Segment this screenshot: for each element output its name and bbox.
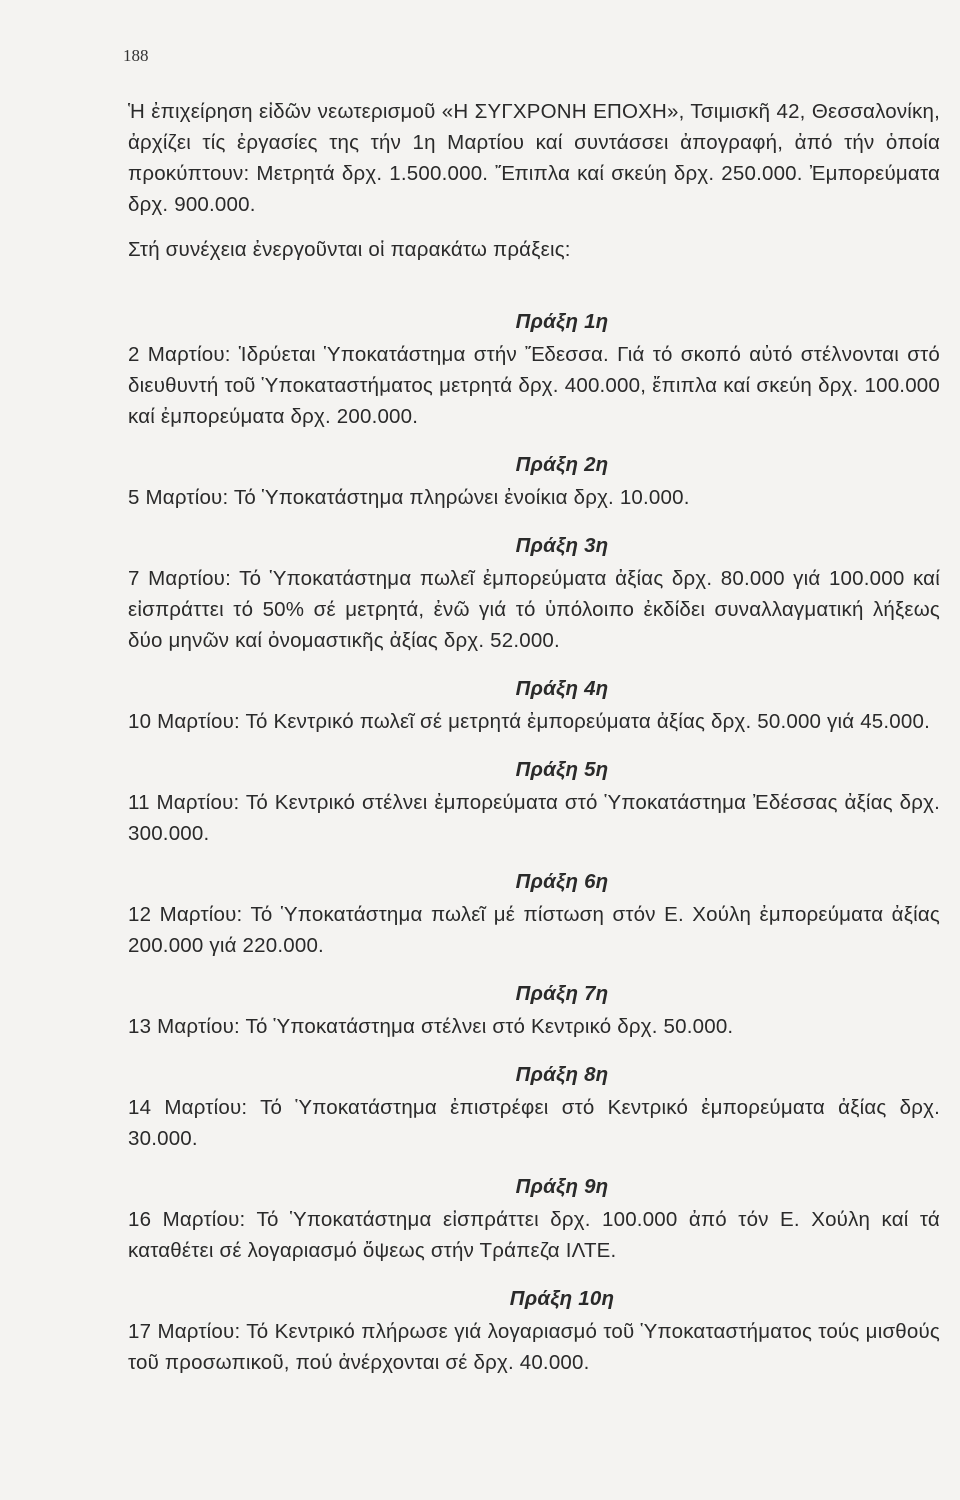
transaction-heading: Πράξη 8η (515, 1063, 609, 1086)
intro (128, 96, 940, 265)
transaction-heading: Πράξη 6η (515, 870, 609, 893)
transaction-text: 14 Μαρτίου: Τό Ὑποκατάστημα ἐπιστρέφει στό Κεντρικό ἐμπορεύματα ἀξίας δρχ. 30.000. (128, 1096, 940, 1150)
transaction-text: 7 Μαρτίου: Τό Ὑποκατάστημα πωλεῖ ἐμπορεύματα ἀξίας δρχ. 80.000 γιά 100.000 καί εἰσπράττει τό 50% σέ μετρητά, ἐνῶ γιά τό ὑπόλοιπο ἐκδίδει συναλλαγματική λήξεως δύο μηνῶν καί ὀνομαστικῆς ἀξίας δρχ. 52.000. (128, 567, 940, 652)
transaction-text: 12 Μαρτίου: Τό Ὑποκατάστημα πωλεῖ μέ πίστωση στόν Ε. Χούλη ἐμπορεύματα ἀξίας 200.000 γιά 220.000. (128, 903, 940, 957)
transaction-text: 5 Μαρτίου: Τό Ὑποκατάστημα πληρώνει ἐνοίκια δρχ. 10.000. (128, 486, 690, 509)
transaction-1 (128, 307, 940, 432)
transaction-heading: Πράξη 4η (515, 677, 609, 700)
page-number: 188 (123, 46, 149, 65)
transaction-9 (128, 1172, 940, 1266)
transaction-heading: Πράξη 10η (509, 1287, 615, 1310)
transaction-text: 2 Μαρτίου: Ἱδρύεται Ὑποκατάστημα στήν Ἔδεσσα. Γιά τό σκοπό αὐτό στέλνονται στό διευθυντή τοῦ Ὑποκαταστήματος μετρητά δρχ. 400.000, ἔπιπλα καί σκεύη δρχ. 100.000 καί ἐμπορεύματα δρχ. 200.000. (128, 343, 940, 428)
transaction-text: 10 Μαρτίου: Τό Κεντρικό πωλεῖ σέ μετρητά ἐμπορεύματα ἀξίας δρχ. 50.000 γιά 45.000. (128, 710, 930, 733)
transaction-text: 16 Μαρτίου: Τό Ὑποκατάστημα εἰσπράττει δρχ. 100.000 ἀπό τόν Ε. Χούλη καί τά καταθέτει σέ λογαριασμό ὄψεως στήν Τράπεζα ΙΛΤΕ. (128, 1208, 940, 1262)
transaction-heading: Πράξη 2η (515, 453, 609, 476)
transaction-heading: Πράξη 9η (515, 1175, 609, 1198)
transaction-10 (128, 1284, 940, 1378)
transaction-4 (128, 674, 940, 737)
transaction-3 (128, 531, 940, 656)
transaction-text: 13 Μαρτίου: Τό Ὑποκατάστημα στέλνει στό Κεντρικό δρχ. 50.000. (128, 1015, 734, 1038)
transaction-6 (128, 867, 940, 961)
transaction-text: 11 Μαρτίου: Τό Κεντρικό στέλνει ἐμπορεύματα στό Ὑποκατάστημα Ἐδέσσας ἀξίας δρχ. 300.000. (128, 791, 940, 845)
transactions-list (128, 307, 940, 1378)
transaction-heading: Πράξη 5η (515, 758, 609, 781)
page-content (128, 96, 940, 1378)
transaction-text: 17 Μαρτίου: Τό Κεντρικό πλήρωσε γιά λογαριασμό τοῦ Ὑποκαταστήματος τούς μισθούς τοῦ προσωπικοῦ, πού ἀνέρχονται σέ δρχ. 40.000. (128, 1320, 940, 1374)
intro-paragraph-transactions-lead: Στή συνέχεια ἐνεργοῦνται οἱ παρακάτω πράξεις: (128, 238, 571, 261)
transaction-heading: Πράξη 1η (515, 310, 609, 333)
intro-paragraph: Ἡ ἐπιχείρηση εἰδῶν νεωτερισμοῦ «Η ΣΥΓΧΡΟΝΗ ΕΠΟΧΗ», Τσιμισκῆ 42, Θεσσαλονίκη, ἀρχίζει τίς ἐργασίες της τήν 1η Μαρτίου καί συντάσσει ἀπογραφή, ἀπό τήν ὁποία προκύπτουν: Μετρητά δρχ. 1.500.000. Ἔπιπλα καί σκεύη δρχ. 250.000. Ἐμπορεύματα δρχ. 900.000. (128, 100, 940, 216)
transaction-7 (128, 979, 940, 1042)
transaction-2 (128, 450, 940, 513)
transaction-8 (128, 1060, 940, 1154)
transaction-heading: Πράξη 7η (515, 982, 609, 1005)
transaction-heading: Πράξη 3η (515, 534, 609, 557)
transaction-5 (128, 755, 940, 849)
